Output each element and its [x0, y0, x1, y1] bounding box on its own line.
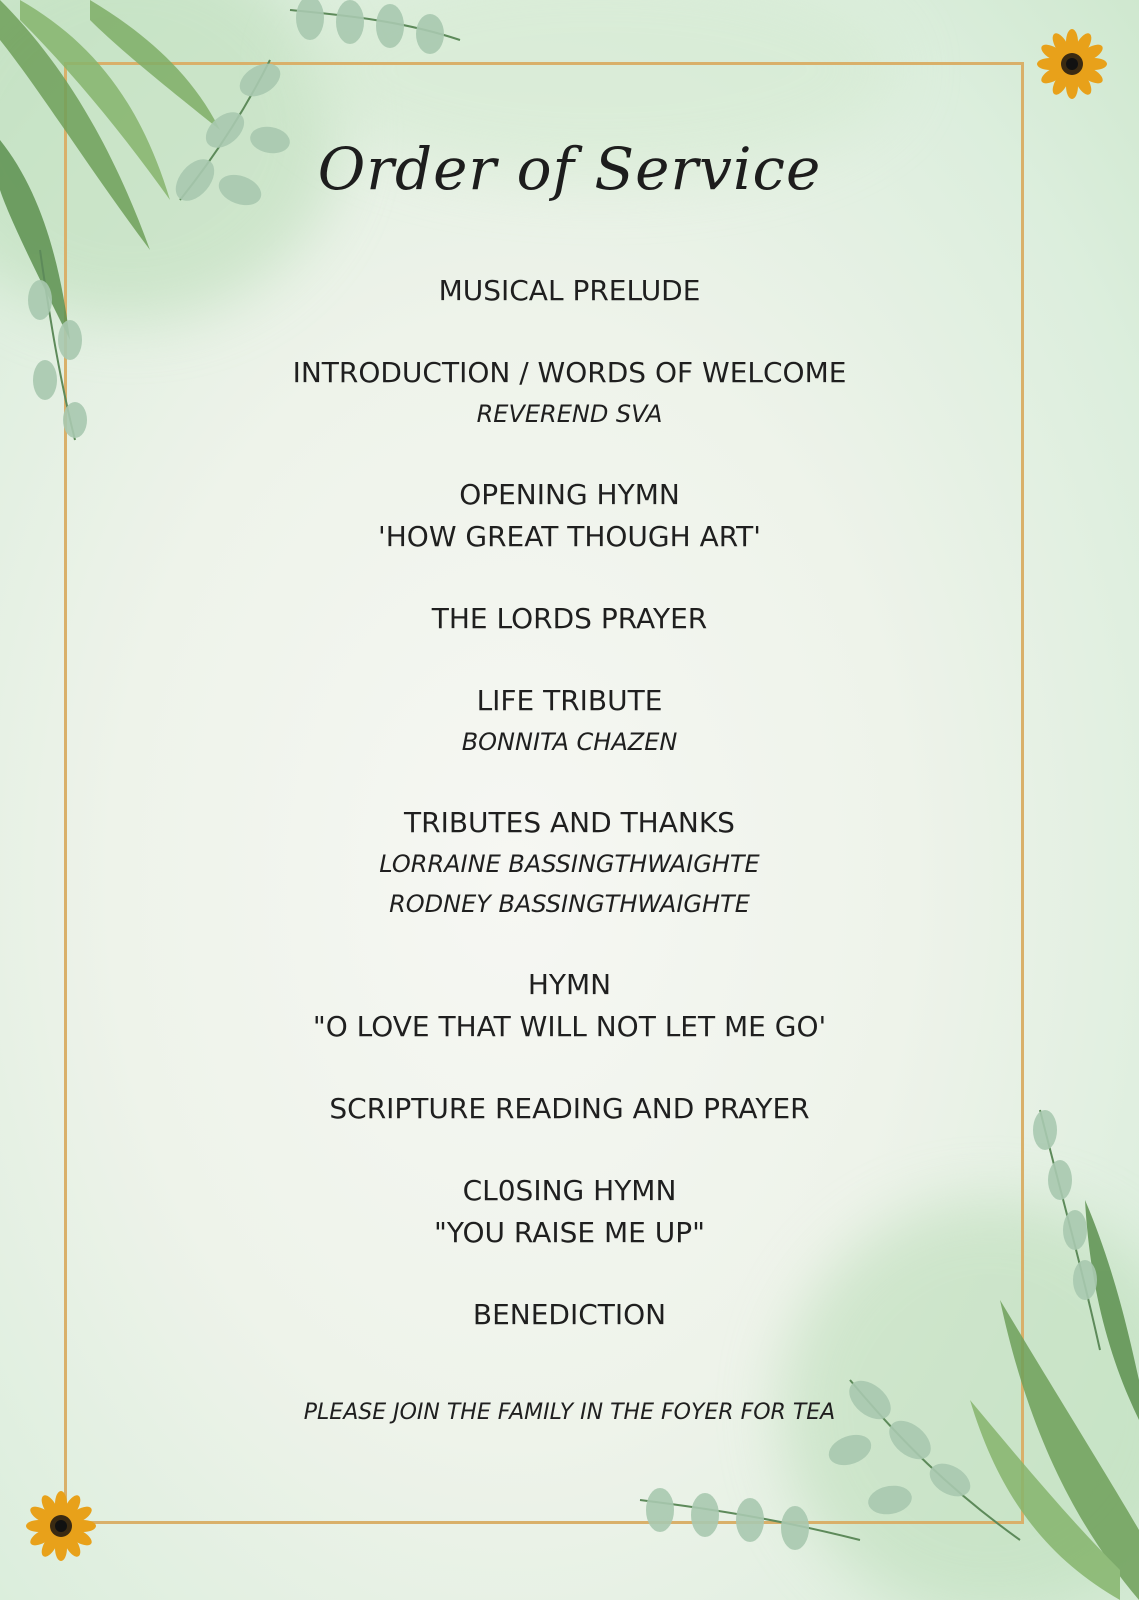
- service-item: [70, 352, 1069, 434]
- service-item: [70, 802, 1069, 924]
- sunflower-icon: [25, 1490, 97, 1562]
- service-item: [70, 964, 1069, 1048]
- service-item: [70, 1088, 1069, 1130]
- service-item-presenter: REVEREND SVA: [476, 400, 663, 428]
- service-item-presenter: LORRAINE BASSINGTHWAIGHTE: [379, 850, 760, 878]
- sunflower-icon: [1036, 28, 1108, 100]
- service-item-presenter: RODNEY BASSINGTHWAIGHTE: [389, 890, 750, 918]
- service-item-title: LIFE TRIBUTE: [476, 684, 663, 717]
- service-item: [70, 270, 1069, 312]
- service-items: [70, 270, 1069, 1376]
- service-item-title: MUSICAL PRELUDE: [438, 274, 701, 307]
- service-item-title: THE LORDS PRAYER: [431, 602, 708, 635]
- service-item-title: HYMN: [527, 968, 612, 1001]
- footer-note: PLEASE JOIN THE FAMILY IN THE FOYER FOR TEA: [303, 1400, 836, 1425]
- service-item-title: 'HOW GREAT THOUGH ART': [378, 520, 761, 553]
- service-item-title: OPENING HYMN: [459, 478, 680, 511]
- service-item-title: TRIBUTES AND THANKS: [404, 806, 735, 839]
- service-item-title: INTRODUCTION / WORDS OF WELCOME: [292, 356, 847, 389]
- service-item-title: "O LOVE THAT WILL NOT LET ME GO': [312, 1010, 827, 1043]
- service-item: [70, 474, 1069, 558]
- service-item-title: CL0SING HYMN: [462, 1174, 677, 1207]
- service-item: [70, 598, 1069, 640]
- service-item-title: SCRIPTURE READING AND PRAYER: [329, 1092, 810, 1125]
- page-title: Order of Service: [317, 135, 822, 203]
- service-item: [70, 1170, 1069, 1254]
- service-item-title: BENEDICTION: [472, 1298, 667, 1331]
- service-item: [70, 1294, 1069, 1336]
- service-item: [70, 680, 1069, 762]
- service-item-title: "YOU RAISE ME UP": [434, 1216, 705, 1249]
- service-item-presenter: BONNITA CHAZEN: [461, 728, 678, 756]
